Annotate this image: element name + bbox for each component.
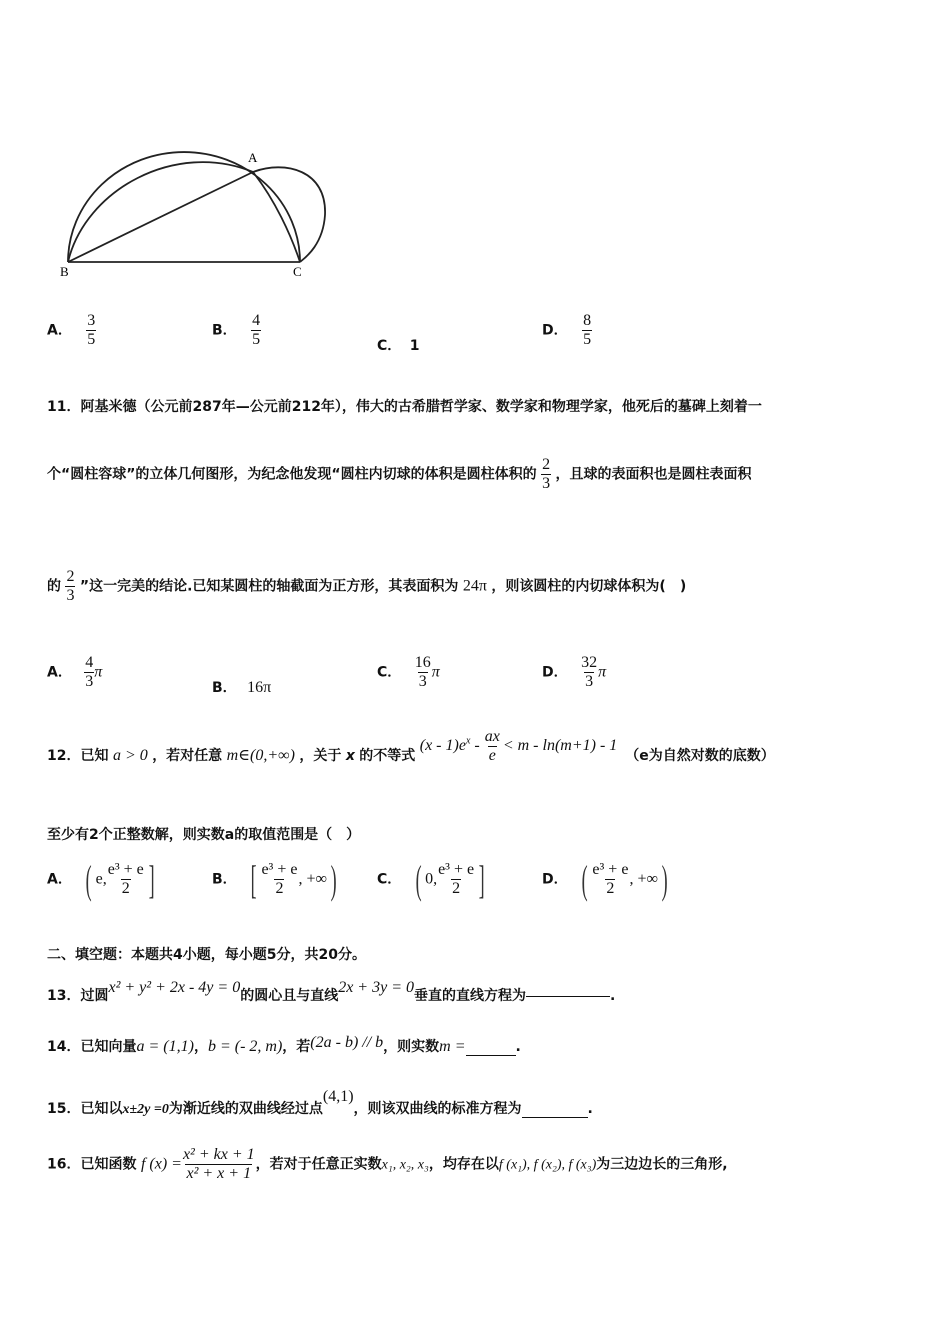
q10-option-c[interactable] <box>377 335 419 355</box>
q11-line2: 个“圆柱容球”的立体几何图形，为纪念他发现“圆柱内切球的体积是圆柱体积的 $\frac{2}{3}$ ，且球的表面积也是圆柱表面积 <box>47 456 752 492</box>
option-fraction: $\frac{3}{5}$ <box>87 312 96 348</box>
q12-line1: 12．已知 a > 0 ，若对任意 m∈(0,+∞) ，关于 x 的不等式 $(x - 1)e^x$ - $\frac{ax}{e}$ < m - ln(m+1) - 1 （e为自然对数的底数） <box>47 728 775 765</box>
q11-option-b[interactable]: B． 16π <box>212 679 272 696</box>
q12-option-d[interactable]: D． ( $\frac{\text{e³ + e}}{2}$ , +∞) <box>542 857 668 902</box>
answer-blank[interactable] <box>526 972 610 997</box>
chord-ba <box>68 172 253 262</box>
q10-option-b[interactable] <box>212 312 261 349</box>
q13: 13．过圆x² + y² + 2x - 4y = 0的圆心且与直线2x + 3y = 0垂直的直线方程为 . <box>47 972 615 997</box>
label-b: B <box>60 264 69 279</box>
fraction-two-thirds: $\frac{2}{3}$ <box>542 456 551 492</box>
q12-option-c[interactable]: C． ( 0, $\frac{\text{e³ + e}}{2}$ ] <box>377 857 485 902</box>
option-label: D． <box>542 322 568 339</box>
q12-option-a[interactable]: A． ( e, $\frac{\text{e³ + e}}{2}$ ] <box>47 857 155 902</box>
q15: 15．已知以x±2y =0为渐近线的双曲线经过点(4,1)，则该双曲线的标准方程为 . <box>47 1088 593 1117</box>
q11-option-d[interactable]: D． $\frac{32}{3}$ π <box>542 654 607 690</box>
q11-line1: 11．阿基米德（公元前287年—公元前212年），伟大的古希腊哲学家、数学家和物理学家，他死后的墓碑上刻着一 <box>47 399 762 415</box>
answer-blank[interactable] <box>522 1099 588 1118</box>
option-label: A． <box>47 322 72 339</box>
q14: 14．已知向量a = (1,1)，b = (- 2, m)，若(2a - b) // b，则实数m = . <box>47 1034 521 1055</box>
option-label: C． <box>377 338 402 354</box>
q12-line2: 至少有2个正整数解，则实数a的取值范围是（ ） <box>47 827 361 843</box>
q10-option-d[interactable] <box>542 312 592 349</box>
option-value: 1 <box>409 338 420 354</box>
option-label: B． <box>212 322 237 339</box>
surface-area: 24π <box>462 577 487 595</box>
q11-line3: 的 $\frac{2}{3}$ ”这一完美的结论.已知某圆柱的轴截面为正方形，其表面积为 24π ，则该圆柱的内切球体积为( ) <box>47 568 687 604</box>
q12-option-b[interactable]: B． [ $\frac{\text{e³ + e}}{2}$ , +∞) <box>212 857 337 902</box>
fraction-two-thirds: $\frac{2}{3}$ <box>66 568 75 604</box>
q11-option-c[interactable]: C． $\frac{16}{3}$ π <box>377 654 440 690</box>
label-c: C <box>293 264 302 279</box>
option-fraction: $\frac{4}{5}$ <box>252 312 261 348</box>
geometry-figure <box>55 140 340 280</box>
arc-ac <box>253 172 300 262</box>
q11-option-a[interactable]: A． $\frac{4}{3}$ π <box>47 654 103 690</box>
inequality: $(x - 1)e^x$ - $\frac{ax}{e}$ < m - ln(m+1) - 1 <box>419 728 618 764</box>
q16: 16．已知函数 f (x) = $\frac{\text{x² + kx + 1}}{\text{x² + x + 1}}$ ，若对于任意正实数x₁, x₂, x₃，均存在以f (x₁), f (x₂), f (x₃)为三边边长的三角形, <box>47 1146 728 1182</box>
answer-blank[interactable] <box>466 1037 516 1056</box>
q10-option-a[interactable] <box>47 312 96 349</box>
section-title: 二、填空题：本题共4小题，每小题5分，共20分。 <box>47 947 366 963</box>
arc-ba <box>68 162 253 262</box>
option-fraction: $\frac{8}{5}$ <box>583 312 592 348</box>
label-a: A <box>248 150 258 165</box>
